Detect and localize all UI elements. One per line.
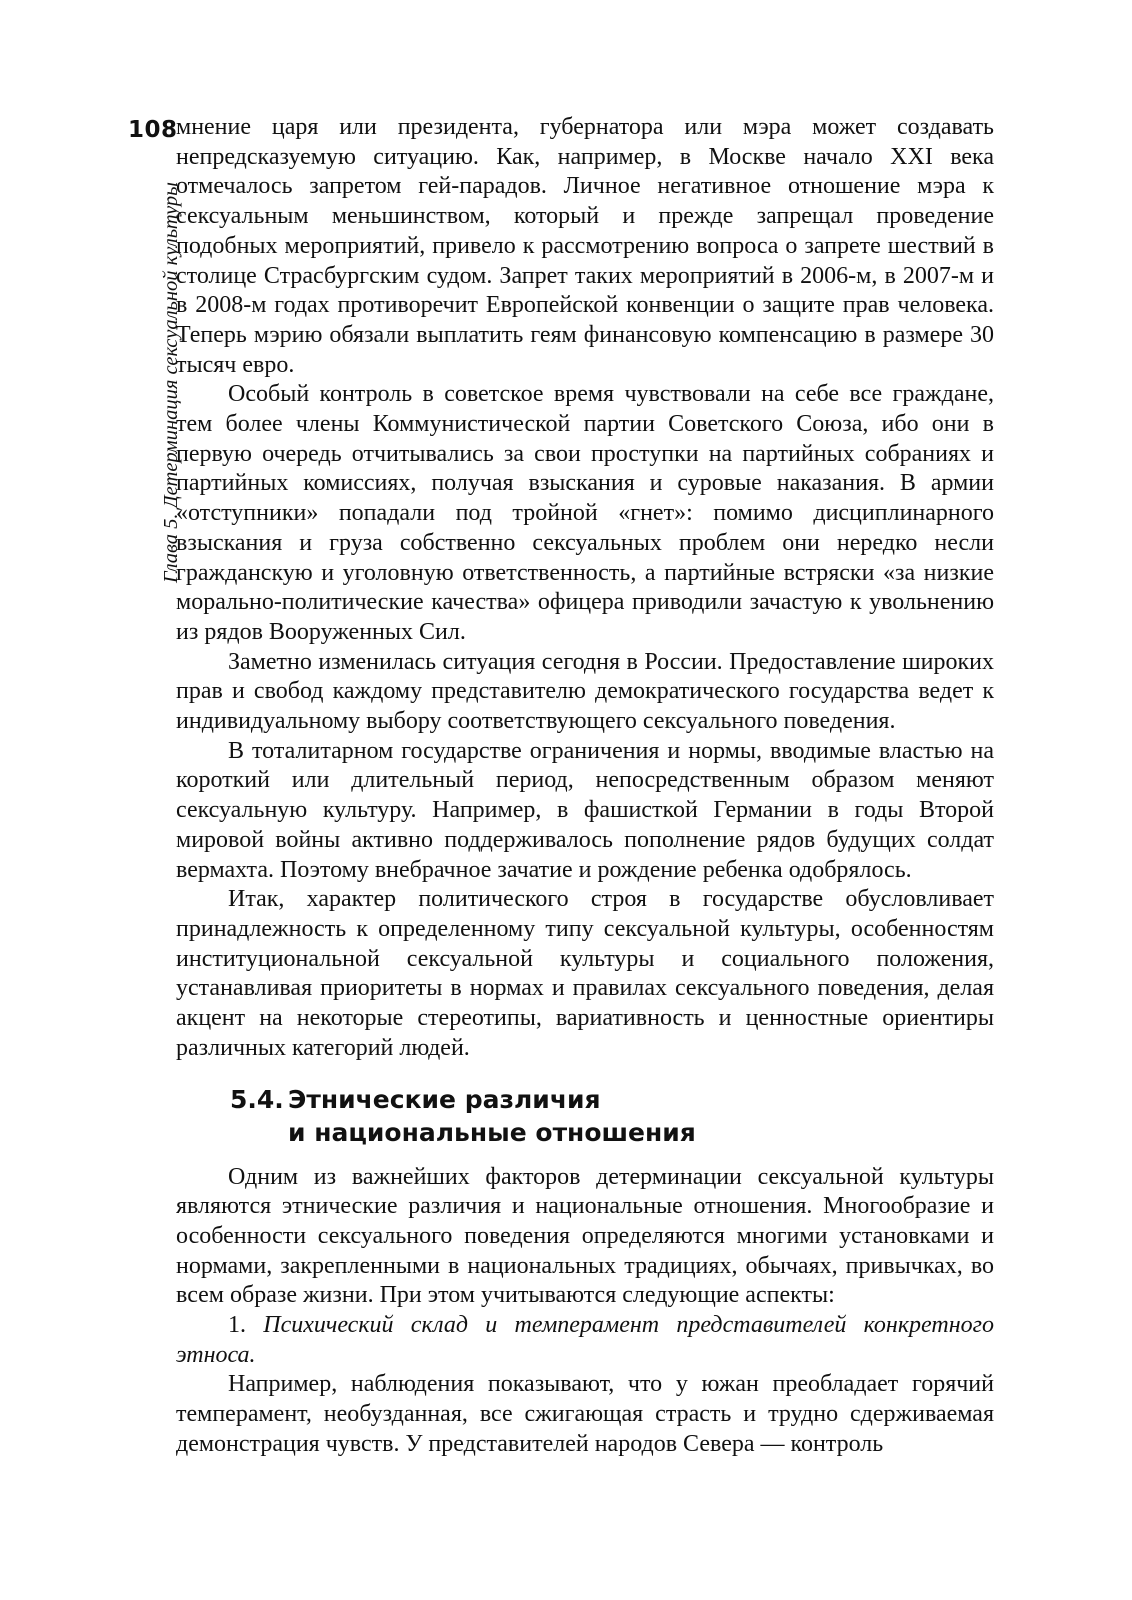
list-item-text: Психический склад и темперамент представителей конкретного этноса.	[176, 1312, 994, 1368]
page-number: 108	[128, 117, 178, 143]
paragraph: Итак, характер политического строя в государстве обусловливает принадлежность к определенному типу сексуальной культуры, особенностям институциональной сексуальной культуры и социального положения, устанавливая приоритеты в нормах и правилах сексуального поведения, делая акцент на некоторые стереотипы, вариативность и ценностные ориентиры различных категорий людей.	[176, 886, 994, 1061]
running-head: Глава 5. Детерминация сексуальной культуры	[160, 181, 182, 583]
section-title-line-1: Этнические различия	[288, 1084, 601, 1114]
list-item-number: 1.	[228, 1312, 246, 1339]
section-heading	[230, 1083, 994, 1149]
paragraph: Особый контроль в советское время чувствовали на себе все граждане, тем более члены Коммунистической партии Советского Союза, ибо они в первую очередь отчитывались за свои проступки на партийных собраниях и партийных комиссиях, получая взыскания и суровые наказания. В армии «отступники» попадали под тройной «гнет»: помимо дисциплинарного взыскания и груза собственно сексуальных проблем они нередко несли гражданскую и уголовную ответственность, а партийные встряски «за низкие морально-политические качества» офицера приводили зачастую к увольнению из рядов Вооруженных Сил.	[176, 381, 994, 645]
paragraph: Одним из важнейших факторов детерминации сексуальной культуры являются этнические различия и национальные отношения. Многообразие и особенности сексуального поведения определяются многими установками и нормами, закрепленными в национальных традициях, обычаях, привычках, во всем образе жизни. При этом учитываются следующие аспекты:	[176, 1163, 994, 1309]
paragraph: Например, наблюдения показывают, что у южан преобладает горячий темперамент, необузданная, все сжигающая страсть и трудно сдерживаемая демонстрация чувств. У представителей народов Севера — контроль	[176, 1371, 994, 1457]
section-title-line-2: и национальные отношения	[288, 1117, 696, 1147]
paragraph: В тоталитарном государстве ограничения и нормы, вводимые властью на короткий или длительный период, непосредственным образом меняют сексуальную культуру. Например, в фашисткой Германии в годы Второй мировой войны активно поддерживалось пополнение рядов будущих солдат вермахта. Поэтому внебрачное зачатие и рождение ребенка одобрялось.	[176, 737, 994, 883]
paragraph: Заметно изменилась ситуация сегодня в России. Предоставление широких прав и свобод каждому представителю демократического государства ведет к индивидуальному выбору соответствующего сексуального поведения.	[176, 648, 994, 735]
paragraph: мнение царя или президента, губернатора или мэра может создавать непредсказуемую ситуацию. Как, например, в Москве начало XXI века отмечалось запретом гей-парадов. Личное негативное отношение мэра к сексуальным меньшинством, который и прежде запрещал проведение подобных мероприятий, привело к рассмотрению вопроса о запрете шествий в столице Страсбургским судом. Запрет таких мероприятий в 2006-м, в 2007-м и в 2008-м годах противоречит Европейской конвенции о защите прав человека. Теперь мэрию обязали выплатить геям финансовую компенсацию в размере 30 тысяч евро.	[176, 114, 994, 378]
page-content	[176, 113, 994, 1460]
section-number: 5.4.	[230, 1084, 284, 1114]
list-item	[176, 1311, 994, 1370]
